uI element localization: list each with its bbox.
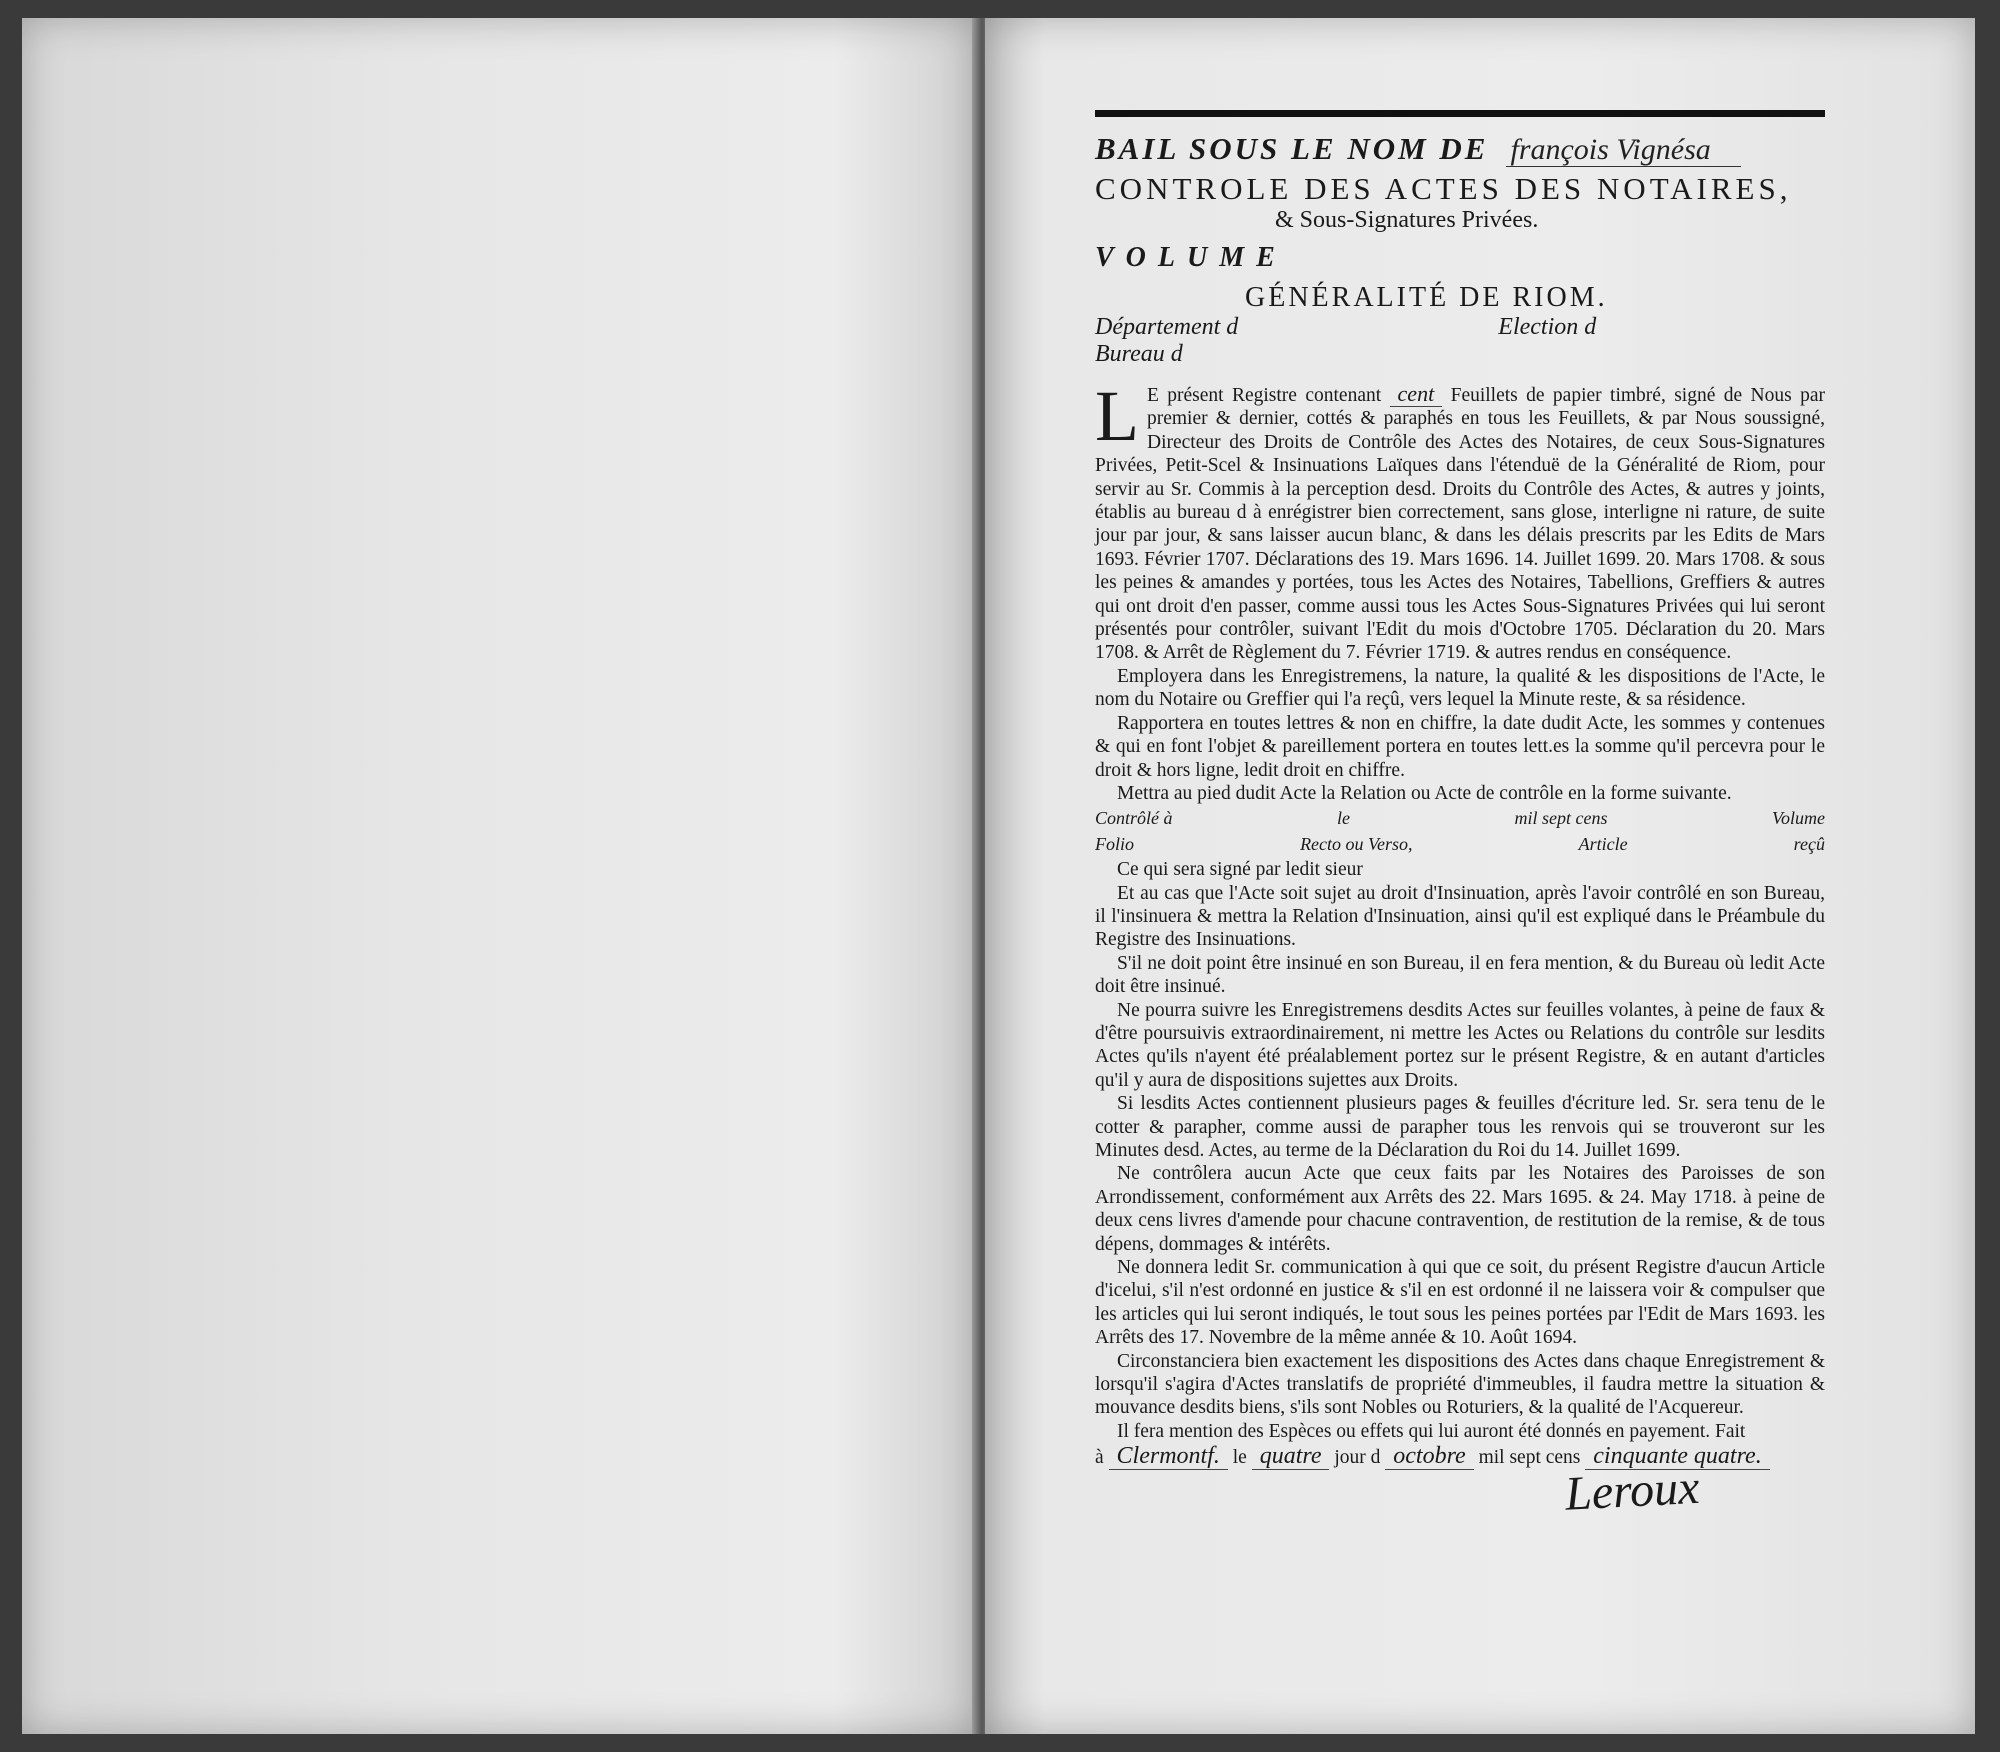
control-form-line-2 [1095,833,1825,856]
bureau-label: Bureau d [1095,341,1183,367]
departement-row [1095,314,1825,341]
paragraph-2: Employera dans les Enregistremens, la nature, la qualité & les dispositions de l'Acte, le nom du Notaire ou Greffier qui l'a reçû, vers lequel la Minute reste, & sa résidence. [1095,665,1825,711]
fait-mil: mil sept cens [1478,1447,1581,1469]
control-form-line-1 [1095,807,1825,830]
election-label: Election d [1498,314,1597,340]
form-recu: reçû [1793,833,1825,854]
form-volume: Volume [1772,808,1825,829]
departement-label: Département d [1095,314,1239,340]
form-le: le [1337,808,1351,829]
form-mil: mil sept cens [1514,808,1608,829]
director-signature: Leroux [1563,1460,1701,1521]
fait-line [1095,1445,1825,1469]
paragraph-3: Rapportera en toutes lettres & non en chiffre, la date dudit Acte, les sommes y contenues & qui en font l'objet & pareillement portera en toutes lett.es la somme qu'il percevra pour le droit & hors ligne, ledit droit en chiffre. [1095,712,1825,781]
fait-day-handwritten: quatre [1252,1443,1330,1470]
header-rule [1095,110,1825,117]
bail-name-handwritten: françois Vignésa [1506,133,1740,167]
paragraph-12: Circonstanciera bien exactement les dispositions des Actes dans chaque Enregistrement & lorsqu'il s'agira d'Actes translatifs de propriété d'immeubles, il faudra mettre la situation & mouvance desdits biens, s'ils sont Nobles ou Roturiers, & la qualité de l'Acquereur. [1095,1350,1825,1419]
volume-label: VOLUME [1095,242,1287,273]
fait-le: le [1232,1447,1247,1469]
paragraph-7: S'il ne doit point être insinué en son Bureau, il en fera mention, & du Bureau où ledit Acte doit être insinué. [1095,952,1825,998]
form-recto: Recto ou Verso, [1300,833,1413,854]
paragraph-8: Ne pourra suivre les Enregistremens desdits Actes sur feuilles volantes, à peine de faux & d'être poursuivis extraordinairement, ni mettre les Actes ou Relations du contrôle sur lesdits Actes qu'ils n'ayent été préalablement portez sur le présent Registre, & en autant d'articles qu'il y aura de dispositions sujettes aux Droits. [1095,999,1825,1091]
p1-rest: Feuillets de papier timbré, signé de Nous par premier & dernier, cottés & paraphés en tous les Feuillets, & par Nous soussigné, Directeur des Droits de Contrôle des Actes des Notaires, de ceux Sous-Signatures Privées, Petit-Scel & Insinuations Laïques dans l'étenduë de la Généralité de Riom, pour servir au Sr. Commis à la perception desd. Droits du Contrôle des Actes, & autres y joints, établis au bureau d à enrégistrer bien correctement, sans glose, interligne ni rature, de suite jour par jour, & sans laisser aucun blanc, & dans les délais prescrits par les Edits de Mars 1693. Février 1707. Déclarations des 19. Mars 1696. 14. Juillet 1699. 20. Mars 1708. & sous les peines & amandes y portées, tous les Actes des Notaires, Tabellions, Greffiers & autres qui ont droit d'en passer, comme aussi tous les Actes Sous-Signatures Privées qui lui seront présentés pour contrôler, suivant l'Edit du mois d'Octobre 1705. Déclaration du 20. Mars 1708. & Arrêt de Règlement du 7. Février 1719. & autres rendus en conséquence. [1095,385,1825,664]
left-blank-page [22,18,977,1734]
paragraph-9: Si lesdits Actes contiennent plusieurs pages & feuilles d'écriture led. Sr. sera tenu de le cotter & parapher, comme aussi de parapher tous les renvois qui se trouveront sur les Minutes desd. Actes, au terme de la Déclaration du Roi du 14. Juillet 1699. [1095,1093,1825,1161]
fait-month-handwritten: octobre [1385,1443,1473,1470]
paragraph-11: Ne donnera ledit Sr. communication à qui que ce soit, du présent Registre d'aucun Article d'icelui, s'il n'est ordonné en justice & s'il en est ordonné il ne laissera voir & compulser que les articles qui lui seront indiqués, le tout sous les peines portées par l'Edit de Mars 1693. les Arrêts des 17. Novembre de la même année & 10. Août 1694. [1095,1257,1825,1349]
paragraph-13: Il fera mention des Espèces ou effets qui lui auront été donnés en payement. Fait [1117,1420,1746,1442]
paragraph-10: Ne contrôlera aucun Acte que ceux faits par les Notaires des Paroisses de son Arrondissement, conformément aux Arrêts des 22. Mars 1695. & 24. May 1718. à peine de deux cens livres d'amende pour chacune contravention, de restitution de la remise, & de tous dépens, dommages & intérêts. [1095,1163,1825,1255]
form-folio: Folio [1095,833,1134,854]
fait-jour: jour d [1334,1447,1381,1469]
paragraph-5: Ce qui sera signé par ledit sieur [1117,859,1363,881]
fait-year-handwritten: cinquante quatre. [1585,1443,1769,1470]
paragraph-6: Et au cas que l'Acte soit sujet au droit d'Insinuation, après l'avoir contrôlé en son Bureau, il l'insinuera & mettra la Relation d'Insinuation, ainsi qu'il est expliqué dans le Préambule du Registre des Insinuations. [1095,882,1825,951]
register-subtitle: & Sous-Signatures Privées. [1275,207,1539,233]
paragraph-4: Mettra au pied dudit Acte la Relation ou Acte de contrôle en la forme suivante. [1117,782,1732,804]
preamble-body [1095,376,1825,1521]
fait-place-handwritten: Clermontf. [1109,1443,1228,1470]
paragraph-1 [1095,376,1825,665]
feuillets-count-handwritten: cent [1390,381,1443,407]
bail-line [1095,131,1825,167]
generalite-heading: GÉNÉRALITÉ DE RIOM. [1245,282,1608,313]
fait-a: à [1095,1447,1104,1469]
register-preamble [1095,110,1825,1521]
form-controle: Contrôlé à [1095,808,1173,829]
drop-cap: L [1095,376,1139,456]
bail-prefix: BAIL SOUS LE NOM DE [1095,131,1489,166]
p1-start: E présent Registre contenant [1146,385,1382,406]
form-article: Article [1578,833,1628,854]
register-title: CONTROLE DES ACTES DES NOTAIRES, [1095,171,1792,206]
